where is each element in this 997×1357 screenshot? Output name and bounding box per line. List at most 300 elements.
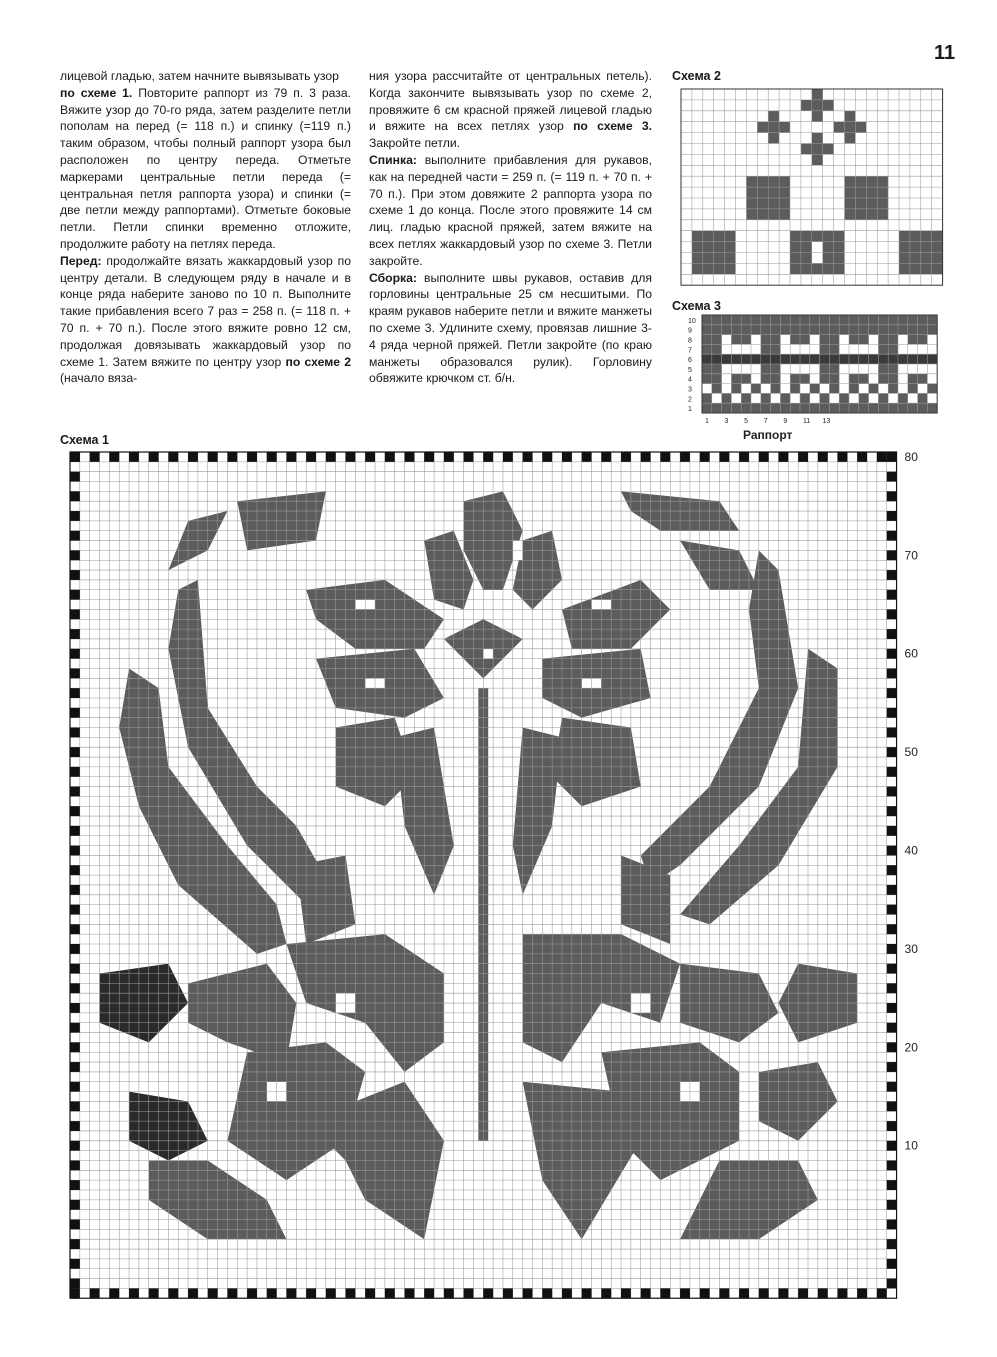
scheme2-cell <box>801 263 812 274</box>
scheme3-cell <box>908 374 918 384</box>
scheme3-cell <box>820 315 830 325</box>
scheme3-cell <box>731 335 741 345</box>
scheme3-row-label: 8 <box>688 337 692 345</box>
scheme3-cell <box>878 335 888 345</box>
scheme2-cell <box>812 89 823 100</box>
scheme3-cell <box>712 403 722 413</box>
scheme3-cell <box>878 325 888 335</box>
scheme3-cell <box>771 344 781 354</box>
scheme2-title: Схема 2 <box>672 69 721 83</box>
scheme2-cell <box>790 263 801 274</box>
scheme2-cell <box>790 231 801 242</box>
scheme3-cell <box>888 344 898 354</box>
scheme3-cell <box>918 325 928 335</box>
scheme3-cell <box>869 315 879 325</box>
paragraph-intro: лицевой гладью, затем начните вывязывать узор <box>60 69 339 83</box>
scheme3-cell <box>820 354 830 364</box>
scheme3-cell <box>839 325 849 335</box>
scheme3-cell <box>702 364 712 374</box>
scheme2-cell <box>725 231 736 242</box>
scheme3-cell <box>790 325 800 335</box>
scheme3-cell <box>800 325 810 335</box>
scheme2-cell <box>703 242 714 253</box>
scheme3-cell <box>878 403 888 413</box>
scheme3-cell <box>780 393 790 403</box>
scheme2-cell <box>855 209 866 220</box>
scheme3-col-label: 3 <box>724 418 729 425</box>
scheme3-cell <box>731 354 741 364</box>
scheme1-row-label: 30 <box>904 941 918 956</box>
scheme2-cell <box>812 231 823 242</box>
scheme3-cell <box>810 403 820 413</box>
scheme2-cell <box>855 187 866 198</box>
scheme2-cell <box>845 133 856 144</box>
scheme2-cell <box>910 263 921 274</box>
scheme3-cell <box>731 315 741 325</box>
scheme3-cell <box>761 325 771 335</box>
scheme2-cell <box>746 176 757 187</box>
scheme3-cell <box>702 315 712 325</box>
scheme3-cell <box>927 403 937 413</box>
scheme3-cell <box>780 325 790 335</box>
scheme2-cell <box>746 198 757 209</box>
scheme1-row-label: 70 <box>904 548 918 563</box>
scheme2-cell <box>921 263 932 274</box>
scheme3-row-label: 5 <box>688 366 692 374</box>
scheme3-cell <box>771 374 781 384</box>
scheme3-cell <box>761 393 771 403</box>
scheme3-cell <box>712 374 722 384</box>
scheme3-col-label: 13 <box>822 418 831 425</box>
instructions-column-2 <box>369 68 652 387</box>
scheme3-cell <box>800 374 810 384</box>
scheme3-cell <box>722 354 732 364</box>
scheme3-cell <box>771 335 781 345</box>
scheme3-cell <box>800 315 810 325</box>
scheme2-cell <box>703 263 714 274</box>
scheme3-cell <box>918 393 928 403</box>
motif-shape <box>552 718 641 807</box>
scheme2-cell <box>703 231 714 242</box>
scheme2-cell <box>692 263 703 274</box>
scheme3-cell <box>731 374 741 384</box>
scheme1-chart <box>70 449 950 1308</box>
scheme3-cell <box>888 325 898 335</box>
scheme3-cell <box>751 354 761 364</box>
scheme3-cell <box>888 384 898 394</box>
scheme2-cell <box>757 198 768 209</box>
scheme3-col-label: 9 <box>783 418 788 425</box>
scheme3-cell <box>741 393 751 403</box>
scheme3-row-label: 1 <box>688 406 692 414</box>
scheme2-cell <box>779 122 790 133</box>
scheme2-cell <box>910 253 921 264</box>
scheme2-cell <box>779 198 790 209</box>
scheme2-cell <box>855 176 866 187</box>
scheme2-cell <box>768 198 779 209</box>
scheme3-cell <box>878 364 888 374</box>
scheme2-cell <box>692 242 703 253</box>
scheme3-cell <box>761 335 771 345</box>
scheme3-cell <box>918 354 928 364</box>
scheme3-cell <box>849 335 859 345</box>
scheme3-row-label: 10 <box>688 317 696 325</box>
paragraph-scheme3: ния узора рассчитайте от центральных петель). Когда закончите вывязывать узор по схеме 2, провяжите 6 см красной пряжей лицевой гладью и вяжите на всех петлях узор по схеме 3. Закройте петли. <box>369 69 652 151</box>
scheme3-cell <box>702 344 712 354</box>
scheme1-row-label: 60 <box>904 646 918 661</box>
scheme3-cell <box>771 403 781 413</box>
scheme2-cell <box>921 242 932 253</box>
scheme2-cell <box>834 231 845 242</box>
scheme3-cell <box>829 335 839 345</box>
scheme3-cell <box>712 315 722 325</box>
scheme3-cell <box>898 354 908 364</box>
scheme2-cell <box>823 231 834 242</box>
scheme3-cell <box>908 325 918 335</box>
scheme3-cell <box>839 354 849 364</box>
motif-cell <box>483 649 493 659</box>
scheme2-cell <box>812 144 823 155</box>
scheme3-cell <box>820 393 830 403</box>
scheme3-cell <box>908 354 918 364</box>
scheme2-cell <box>725 263 736 274</box>
scheme3-cell <box>820 364 830 374</box>
scheme3-cell <box>702 393 712 403</box>
scheme3-cell <box>751 384 761 394</box>
scheme3-cell <box>780 403 790 413</box>
scheme2-cell <box>746 187 757 198</box>
scheme2-cell <box>801 253 812 264</box>
scheme2-cell <box>801 100 812 111</box>
scheme3-cell <box>829 374 839 384</box>
scheme3-cell <box>712 364 722 374</box>
scheme3-cell <box>859 374 869 384</box>
scheme2-cell <box>866 209 877 220</box>
scheme2-cell <box>768 133 779 144</box>
scheme3-footer: Раппорт <box>743 428 793 442</box>
scheme3-cell <box>859 403 869 413</box>
scheme2-cell <box>812 133 823 144</box>
scheme2-cell <box>768 122 779 133</box>
scheme2-cell <box>768 209 779 220</box>
motif-cell <box>405 511 415 521</box>
scheme2-cell <box>866 198 877 209</box>
scheme3-cell <box>908 315 918 325</box>
scheme3-cell <box>859 335 869 345</box>
scheme3-cell <box>918 403 928 413</box>
scheme2-cell <box>899 231 910 242</box>
scheme3-cell <box>829 384 839 394</box>
scheme3-cell <box>908 335 918 345</box>
scheme2-cell <box>823 253 834 264</box>
scheme3-cell <box>820 335 830 345</box>
scheme2-cell <box>910 231 921 242</box>
scheme3-cell <box>839 403 849 413</box>
scheme3-cell <box>829 315 839 325</box>
scheme2-cell <box>932 263 943 274</box>
scheme3-cell <box>829 354 839 364</box>
scheme3-cell <box>898 315 908 325</box>
scheme3-cell <box>800 354 810 364</box>
scheme3-cell <box>761 315 771 325</box>
scheme2-cell <box>757 187 768 198</box>
scheme3-cell <box>927 325 937 335</box>
scheme2-cell <box>877 209 888 220</box>
scheme3-cell <box>888 335 898 345</box>
scheme3-cell <box>839 393 849 403</box>
scheme2-cell <box>921 253 932 264</box>
scheme2-cell <box>823 100 834 111</box>
scheme3-cell <box>790 315 800 325</box>
scheme2-cell <box>866 187 877 198</box>
scheme2-cell <box>823 242 834 253</box>
scheme2-cell <box>757 209 768 220</box>
scheme3-cell <box>820 403 830 413</box>
scheme1-title: Схема 1 <box>60 433 109 447</box>
scheme3-cell <box>702 374 712 384</box>
scheme1-row-label: 20 <box>904 1040 918 1055</box>
scheme3-cell <box>878 393 888 403</box>
scheme2-cell <box>768 176 779 187</box>
scheme3-cell <box>741 374 751 384</box>
scheme3-cell <box>859 315 869 325</box>
scheme2-cell <box>834 253 845 264</box>
scheme3-cell <box>927 384 937 394</box>
scheme2-cell <box>877 176 888 187</box>
scheme2-cell <box>932 253 943 264</box>
page-number: 11 <box>934 42 956 64</box>
scheme3-cell <box>820 325 830 335</box>
scheme3-chart <box>688 315 950 445</box>
scheme2-cell <box>801 231 812 242</box>
scheme3-cell <box>790 384 800 394</box>
scheme3-cell <box>741 315 751 325</box>
scheme3-cell <box>790 403 800 413</box>
scheme2-cell <box>779 209 790 220</box>
instructions-column-1 <box>60 68 351 387</box>
scheme3-cell <box>771 354 781 364</box>
scheme3-cell <box>751 403 761 413</box>
scheme3-cell <box>829 325 839 335</box>
scheme2-cell <box>845 187 856 198</box>
scheme3-cell <box>761 403 771 413</box>
scheme3-cell <box>888 374 898 384</box>
scheme3-cell <box>771 315 781 325</box>
scheme2-cell <box>932 231 943 242</box>
scheme2-cell <box>845 198 856 209</box>
scheme1-row-label: 40 <box>904 843 918 858</box>
scheme3-cell <box>859 354 869 364</box>
motif-shape <box>562 580 670 649</box>
scheme3-cell <box>869 403 879 413</box>
scheme2-cell <box>834 242 845 253</box>
scheme3-cell <box>712 335 722 345</box>
scheme1-row-label: 80 <box>904 449 918 464</box>
scheme3-cell <box>918 374 928 384</box>
scheme3-row-label: 9 <box>688 327 692 335</box>
motif-shape <box>513 728 562 895</box>
scheme3-cell <box>829 344 839 354</box>
scheme3-cell <box>927 354 937 364</box>
scheme1-row-label: 50 <box>904 745 918 760</box>
scheme3-cell <box>771 364 781 374</box>
scheme3-row-label: 4 <box>688 376 692 384</box>
scheme3-cell <box>800 393 810 403</box>
scheme3-cell <box>869 325 879 335</box>
scheme3-cell <box>722 403 732 413</box>
scheme2-cell <box>899 253 910 264</box>
scheme3-cell <box>839 315 849 325</box>
scheme3-cell <box>741 335 751 345</box>
scheme3-cell <box>878 315 888 325</box>
scheme3-cell <box>702 403 712 413</box>
paragraph-back: Спинка: выполните прибавления для рукавов, как на передней части = 259 п. (= 119 п. + 70 п. + 70 п.). При этом довяжите 2 раппорта узора по схеме 1 до конца. После этого провяжите 14 см лиц. гладью красной пряжей, затем вяжите на всех петлях жаккардовый узор по схеме 3. Петли закройте. <box>369 152 652 268</box>
scheme3-cell <box>780 354 790 364</box>
scheme3-cell <box>859 325 869 335</box>
scheme3-cell <box>888 354 898 364</box>
scheme2-cell <box>714 253 725 264</box>
scheme2-cell <box>932 242 943 253</box>
scheme2-cell <box>834 263 845 274</box>
scheme2-cell <box>812 100 823 111</box>
scheme3-row-label: 6 <box>688 357 692 365</box>
scheme2-chart <box>681 89 943 288</box>
scheme3-cell <box>849 403 859 413</box>
scheme3-cell <box>761 344 771 354</box>
scheme2-cell <box>845 111 856 122</box>
scheme3-cell <box>722 325 732 335</box>
scheme3-cell <box>771 384 781 394</box>
scheme2-cell <box>714 231 725 242</box>
scheme3-row-label: 7 <box>688 347 692 355</box>
scheme2-cell <box>855 198 866 209</box>
scheme2-cell <box>899 242 910 253</box>
scheme2-cell <box>779 176 790 187</box>
scheme3-cell <box>712 325 722 335</box>
scheme3-cell <box>731 325 741 335</box>
scheme2-cell <box>812 154 823 165</box>
scheme2-motifs <box>692 89 943 274</box>
scheme2-cell <box>768 111 779 122</box>
scheme2-cell <box>692 253 703 264</box>
scheme2-cell <box>866 176 877 187</box>
scheme3-cell <box>712 344 722 354</box>
scheme3-cell <box>898 403 908 413</box>
scheme3-cell <box>751 315 761 325</box>
scheme2-cell <box>692 231 703 242</box>
scheme3-cell <box>731 403 741 413</box>
scheme3-cell <box>741 354 751 364</box>
scheme2-cell <box>921 231 932 242</box>
scheme3-col-label: 5 <box>744 418 749 425</box>
scheme2-cell <box>845 209 856 220</box>
scheme3-cell <box>790 335 800 345</box>
scheme2-cell <box>779 187 790 198</box>
scheme3-cell <box>859 393 869 403</box>
scheme3-cell <box>849 325 859 335</box>
scheme3-cell <box>722 393 732 403</box>
scheme3-cell <box>810 384 820 394</box>
scheme3-cell <box>869 354 879 364</box>
scheme3-cell <box>820 344 830 354</box>
scheme3-cell <box>800 403 810 413</box>
scheme2-cell <box>725 242 736 253</box>
paragraph-scheme1: по схеме 1. Повторите раппорт из 79 п. 3 раза. Вяжите узор до 70-го ряда, затем разделите петли пополам на перед (= 118 п.) и спинку (=119 п.) таким образом, чтобы полный раппорт узора был расположен по центру переда. Отметьте маркерами центральные петли переда (= центральная петля раппорта узора) и спинки (= две петли между раппортами). Отметьте боковые петли. Петли спинки временно отложите, продолжите работу на петлях переда. <box>60 85 351 251</box>
scheme3-cell <box>800 335 810 345</box>
scheme3-cell <box>810 325 820 335</box>
scheme3-cell <box>908 403 918 413</box>
scheme3-cell <box>761 374 771 384</box>
scheme3-col-label: 7 <box>763 418 768 425</box>
scheme3-cell <box>888 403 898 413</box>
scheme1-row-label: 10 <box>904 1138 918 1153</box>
scheme3-cell <box>712 384 722 394</box>
scheme3-cell <box>918 315 928 325</box>
scheme3-cell <box>741 403 751 413</box>
scheme2-cell <box>790 253 801 264</box>
scheme3-cell <box>810 315 820 325</box>
scheme2-cell <box>725 253 736 264</box>
scheme2-cell <box>714 242 725 253</box>
scheme3-cell <box>927 315 937 325</box>
scheme3-cell <box>829 364 839 374</box>
scheme3-cell <box>761 364 771 374</box>
scheme2-cell <box>845 176 856 187</box>
scheme3-cell <box>702 335 712 345</box>
scheme3-cell <box>849 354 859 364</box>
scheme3-cell <box>898 325 908 335</box>
scheme2-cell <box>877 198 888 209</box>
scheme2-cell <box>834 122 845 133</box>
scheme3-cell <box>712 354 722 364</box>
scheme3-cell <box>702 354 712 364</box>
scheme2-cell <box>768 187 779 198</box>
scheme3-cell <box>780 315 790 325</box>
scheme3-row-label: 2 <box>688 396 692 404</box>
scheme2-cell <box>845 122 856 133</box>
scheme2-cell <box>801 242 812 253</box>
scheme2-cell <box>757 176 768 187</box>
scheme3-cell <box>731 384 741 394</box>
scheme3-cell <box>741 325 751 335</box>
scheme2-cell <box>812 111 823 122</box>
scheme3-cell <box>702 325 712 335</box>
scheme2-cell <box>790 242 801 253</box>
scheme3-row-label: 3 <box>688 386 692 394</box>
scheme3-cell <box>849 384 859 394</box>
scheme3-cell <box>771 325 781 335</box>
scheme3-cell <box>849 315 859 325</box>
scheme2-cell <box>855 122 866 133</box>
scheme3-cell <box>722 315 732 325</box>
scheme2-cell <box>910 242 921 253</box>
scheme2-cell <box>714 263 725 274</box>
scheme3-cell <box>790 354 800 364</box>
scheme2-cell <box>823 263 834 274</box>
scheme2-cell <box>703 253 714 264</box>
scheme2-cell <box>877 187 888 198</box>
scheme3-cell <box>849 374 859 384</box>
scheme3-cell <box>761 354 771 364</box>
scheme3-cell <box>829 403 839 413</box>
paragraph-front: Перед: продолжайте вязать жаккардовый узор по центру детали. В следующем ряду в начале и в конце ряда наберите заново по 10 п. Выполните такие прибавления всего 7 раз = 258 п. (= 118 п. + 70 п. + 70 п.). После этого вяжите ровно 12 см, продолжая довязывать жаккардовый узор по схеме 1. Затем вяжите по центру узор по схеме 2 (начало вяза- <box>60 253 351 386</box>
scheme3-col-label: 1 <box>704 418 709 425</box>
scheme3-cell <box>810 354 820 364</box>
scheme2-cell <box>812 263 823 274</box>
scheme3-col-label: 11 <box>802 418 811 425</box>
scheme3-cell <box>878 354 888 364</box>
paragraph-assembly: Сборка: выполните швы рукавов, оставив для горловины центральные 25 см несшитыми. По краям рукавов наберите петли и вяжите манжеты по схеме 3. Удлините схему, провязав лишние 3-4 ряда черной пряжей. Петли закройте (по краю манжеты образовался рулик). Горловину обвяжите крючком ст. б/н. <box>369 270 652 386</box>
